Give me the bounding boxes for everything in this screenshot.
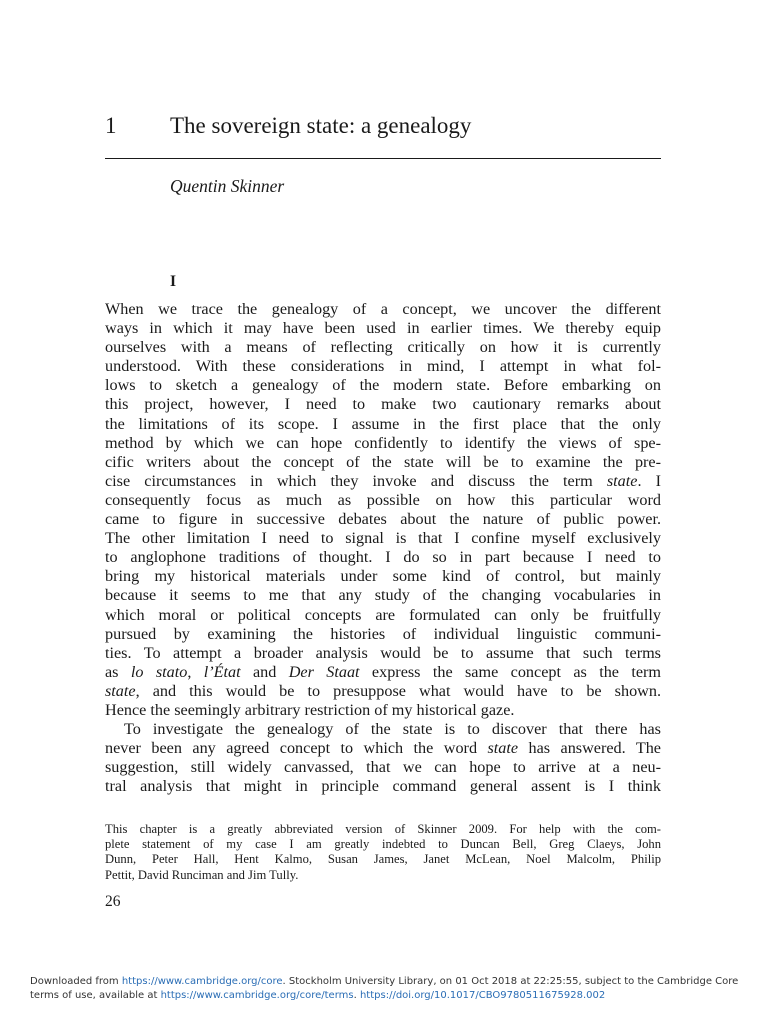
text-line: To investigate the genealogy of the state is to discover that there has — [124, 720, 661, 739]
notice-middle: . Stockholm University Library, on 01 Oct 2018 at 22:25:55, subject to the Cambridge Core — [282, 976, 739, 987]
text-line: cific writers about the concept of the state will be to examine the pre- — [105, 452, 661, 471]
text-line: method by which we can hope confidently to identify the views of spe- — [105, 433, 661, 452]
terms-link[interactable]: https://www.cambridge.org/core/terms — [160, 990, 354, 1001]
text-line: state, and this would be to presuppose what would have to be shown. — [105, 681, 661, 700]
chapter-heading — [105, 113, 661, 147]
section-number: I — [170, 273, 177, 290]
page-number: 26 — [105, 893, 121, 910]
footnote-line: plete statement of my case I am greatly indebted to Duncan Bell, Greg Claeys, John — [105, 837, 661, 852]
footnote — [105, 822, 661, 883]
text-line: to anglophone traditions of thought. I do so in part because I need to — [105, 548, 661, 567]
text-line: Hence the seemingly arbitrary restriction of my historical gaze. — [105, 700, 515, 719]
text-line: When we trace the genealogy of a concept, we uncover the different — [105, 300, 661, 318]
text-line: bring my historical materials under some kind of control, but mainly — [105, 567, 661, 586]
text-line: which moral or political concepts are formulated can only be fruitfully — [105, 605, 661, 624]
footnote-line: This chapter is a greatly abbreviated version of Skinner 2009. For help with the com- — [105, 822, 661, 836]
notice-prefix: Downloaded from — [30, 976, 122, 987]
text-line: ties. To attempt a broader analysis would be to assume that such terms — [105, 643, 661, 662]
chapter-title: The sovereign state: a genealogy — [170, 113, 472, 138]
heading-rule — [105, 158, 661, 159]
text-line: pursued by examining the histories of individual linguistic communi- — [105, 624, 661, 643]
doi-link[interactable]: https://doi.org/10.1017/CBO9780511675928.002 — [359, 990, 606, 1001]
text-line: understood. With these considerations in mind, I attempt in what fol- — [105, 357, 661, 376]
notice-line2-prefix: terms of use, available at — [30, 990, 161, 1001]
body-text — [105, 300, 661, 796]
footnote-line: Pettit, David Runciman and Jim Tully. — [105, 867, 299, 882]
chapter-number: 1 — [105, 113, 117, 138]
text-line: suggestion, still widely canvassed, that we can hope to arrive at a neu- — [105, 758, 661, 777]
text-line: the limitations of its scope. I assume in the first place that the only — [105, 414, 661, 433]
text-line: consequently focus as much as possible on how this particular word — [105, 490, 661, 509]
footnote-line: Dunn, Peter Hall, Hent Kalmo, Susan James, Janet McLean, Noel Malcolm, Philip — [105, 852, 661, 867]
text-line: never been any agreed concept to which the word state has answered. The — [105, 739, 661, 758]
text-line: because it seems to me that any study of the changing vocabularies in — [105, 586, 661, 605]
text-line: The other limitation I need to signal is that I confine myself exclusively — [105, 529, 661, 548]
text-line: as lo stato, l’État and Der Staat express the same concept as the term — [105, 662, 662, 681]
text-line: this project, however, I need to make two cautionary remarks about — [105, 395, 661, 414]
download-notice — [30, 975, 750, 1003]
text-line: ourselves with a means of reflecting critically on how it is currently — [105, 338, 661, 357]
text-line: came to figure in successive debates about the nature of public power. — [105, 510, 661, 529]
text-line: ways in which it may have been used in earlier times. We thereby equip — [105, 319, 661, 338]
text-line: tral analysis that might in principle command general assent is I think — [105, 777, 661, 796]
text-line: cise circumstances in which they invoke and discuss the term state. I — [105, 471, 662, 490]
cambridge-core-link[interactable]: https://www.cambridge.org/core — [121, 976, 283, 987]
chapter-author: Quentin Skinner — [170, 176, 285, 196]
notice-separator: . — [353, 990, 360, 1001]
text-line: lows to sketch a genealogy of the modern state. Before embarking on — [105, 376, 661, 395]
